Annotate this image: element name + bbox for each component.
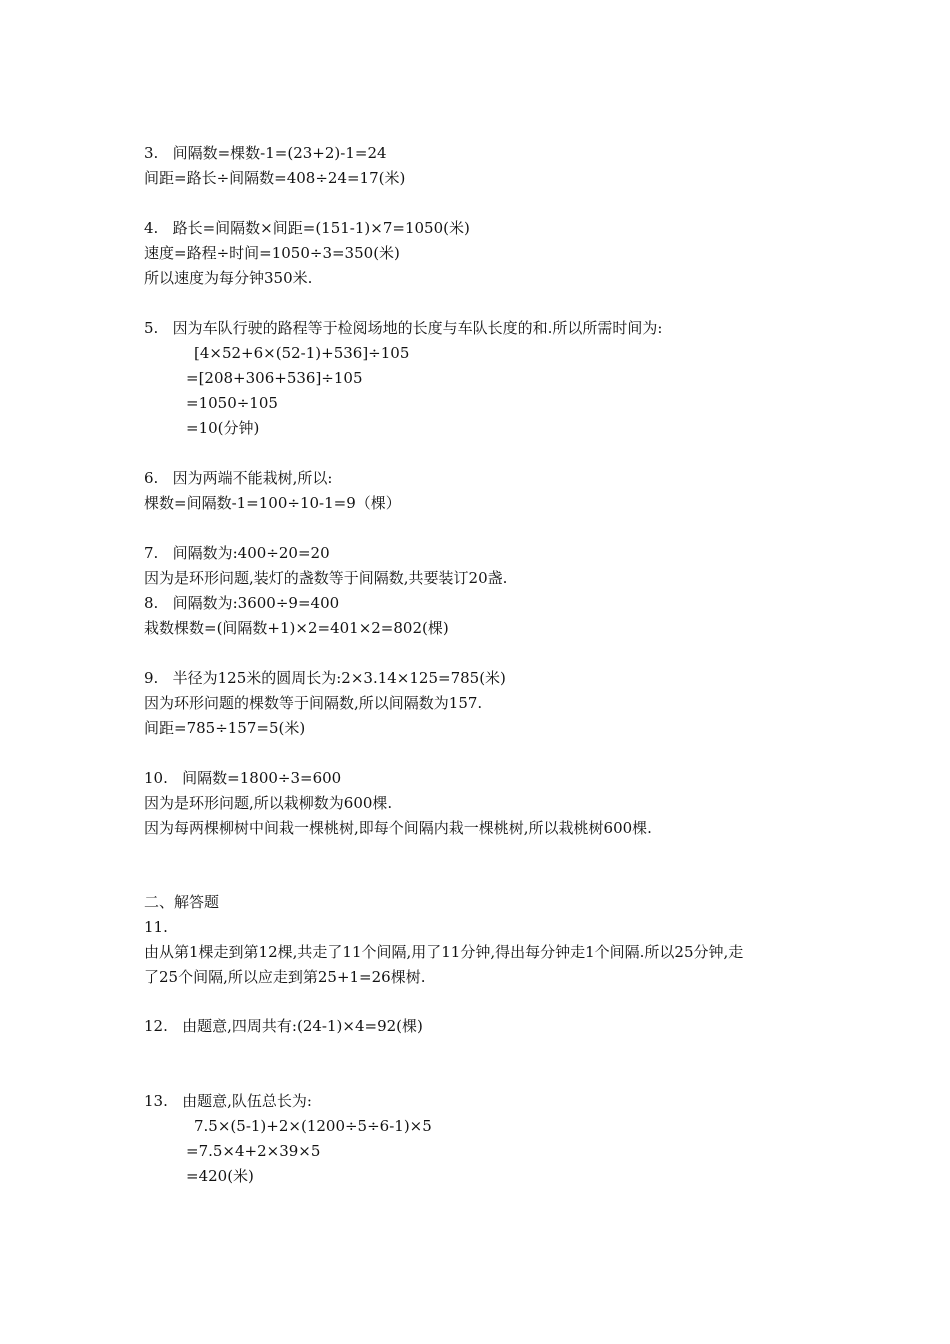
answer-7-line-2: 因为是环形问题,装灯的盏数等于间隔数,共要装订20盏.	[144, 569, 508, 587]
answer-4-line-2: 速度=路程÷时间=1050÷3=350(米)	[144, 244, 400, 262]
answer-11-line-1: 由从第1棵走到第12棵,共走了11个间隔,用了11分钟,得出每分钟走1个间隔.所以25分钟,走	[144, 943, 744, 961]
answer-5-formula-1: [4×52+6×(52-1)+536]÷105	[194, 344, 410, 362]
answer-13-line-1: 13. 由题意,队伍总长为:	[144, 1092, 312, 1110]
answer-3-line-1: 3. 间隔数=棵数-1=(23+2)-1=24	[144, 144, 387, 162]
answer-13-formula-2: =7.5×4+2×39×5	[186, 1142, 321, 1160]
section-heading: 二、解答题	[144, 893, 220, 911]
answer-13-formula-1: 7.5×(5-1)+2×(1200÷5÷6-1)×5	[194, 1117, 432, 1135]
answer-4-line-1: 4. 路长=间隔数×间距=(151-1)×7=1050(米)	[144, 219, 470, 237]
answer-9-line-2: 因为环形问题的棵数等于间隔数,所以间隔数为157.	[144, 694, 483, 712]
answer-12-line-1: 12. 由题意,四周共有:(24-1)×4=92(棵)	[144, 1017, 423, 1035]
answer-9-line-3: 间距=785÷157=5(米)	[144, 719, 306, 737]
answer-6-line-1: 6. 因为两端不能栽树,所以:	[144, 469, 333, 487]
answer-10-line-1: 10. 间隔数=1800÷3=600	[144, 769, 342, 787]
answer-5-formula-4: =10(分钟)	[186, 419, 260, 437]
answer-5-formula-3: =1050÷105	[186, 394, 278, 412]
answer-8-line-2: 栽数棵数=(间隔数+1)×2=401×2=802(棵)	[144, 619, 449, 637]
answer-10-line-2: 因为是环形问题,所以栽柳数为600棵.	[144, 794, 393, 812]
answer-13-formula-3: =420(米)	[186, 1167, 254, 1185]
answer-11-line-2: 了25个间隔,所以应走到第25+1=26棵树.	[144, 968, 426, 986]
answer-9-line-1: 9. 半径为125米的圆周长为:2×3.14×125=785(米)	[144, 669, 506, 687]
answer-3-line-2: 间距=路长÷间隔数=408÷24=17(米)	[144, 169, 406, 187]
answer-6-line-2: 棵数=间隔数-1=100÷10-1=9（棵）	[144, 494, 401, 512]
answer-7-line-1: 7. 间隔数为:400÷20=20	[144, 544, 330, 562]
answer-5-formula-2: =[208+306+536]÷105	[186, 369, 363, 387]
answer-10-line-3: 因为每两棵柳树中间栽一棵桃树,即每个间隔内栽一棵桃树,所以栽桃树600棵.	[144, 819, 652, 837]
answer-11-number: 11.	[144, 918, 168, 936]
answer-5-line-1: 5. 因为车队行驶的路程等于检阅场地的长度与车队长度的和.所以所需时间为:	[144, 319, 663, 337]
answer-8-line-1: 8. 间隔数为:3600÷9=400	[144, 594, 340, 612]
answer-4-line-3: 所以速度为每分钟350米.	[144, 269, 313, 287]
